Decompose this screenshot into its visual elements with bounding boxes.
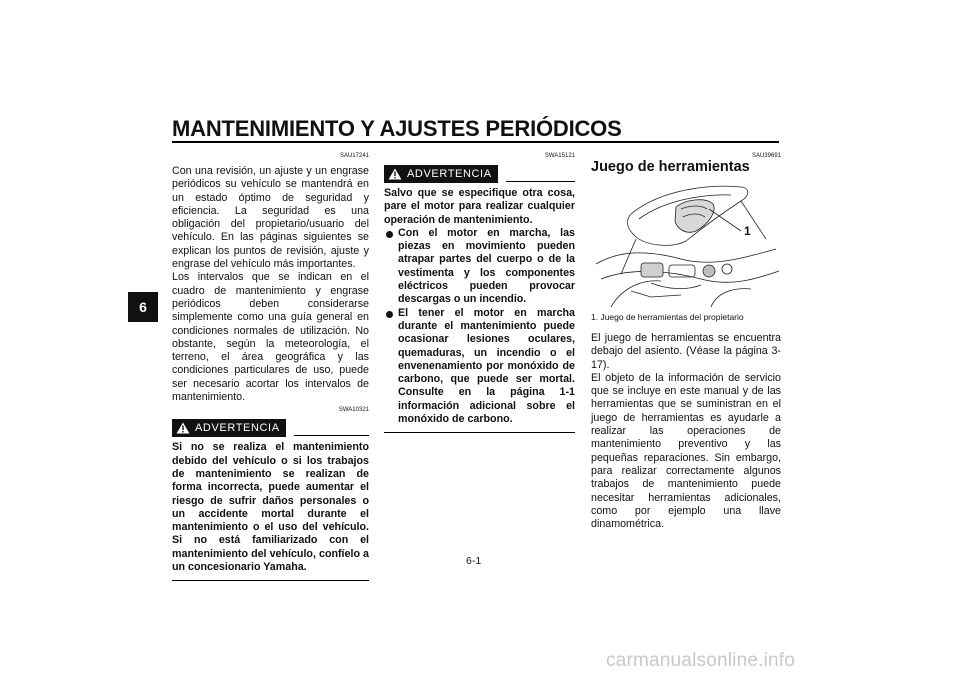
warning-label: ADVERTENCIA	[195, 422, 280, 435]
list-item: El tener el motor en marcha durante el mantenimiento puede ocasionar lesiones oculares, quemaduras, un incendio o el envenenamiento por monóxido de carbono, que puede ser mortal. Consulte en la página 1-1 información adicional sobre el monóxido de carbono.	[384, 307, 575, 427]
warning-triangle-icon	[176, 422, 190, 434]
watermark: carmanualsonline.info	[606, 650, 796, 671]
warning-text: Si no se realiza el mantenimiento debido del vehículo o si los trabajos de mantenimiento se realizan de forma incorrecta, puede aumentar el riesgo de sufrir daños personales o un accidente mortal durante el mantenimiento o el uso del vehículo. Si no está familiarizado con el mantenimiento del vehículo, confíelo a un concesionario Yamaha.	[172, 441, 369, 574]
warning-badge	[172, 419, 286, 437]
intervals-paragraph: Los intervalos que se indican en el cuadro de mantenimiento y engrase periódicos deben considerarse simplemente como una guía general en condiciones normales de utilización. No obstante, según la meteorología, el terreno, el área geográfica y las condiciones particulares de uso, puede ser necesario acortar los intervalos de mantenimiento.	[172, 271, 369, 404]
warning-header	[384, 165, 575, 183]
toolkit-purpose-paragraph: El objeto de la información de servicio que se incluye en este manual y de las herramientas que se suministran en el juego de herramientas es ayudarle a realizar las operaciones de mantenimiento preventivo y las pequeñas reparaciones. Sin embargo, para realizar correctamente algunos trabajos de mantenimiento puede necesitar herramientas adicionales, como por ejemplo una llave dinamométrica.	[591, 371, 781, 531]
page-number: 6-1	[466, 555, 482, 567]
warning-intro: Salvo que se especifique otra cosa, pare el motor para realizar cualquier operación de mantenimiento.	[384, 187, 575, 226]
column-3	[591, 150, 781, 531]
figure-caption: 1. Juego de herramientas del propietario	[591, 312, 744, 322]
section-heading: Juego de herramientas	[591, 159, 750, 175]
figure-callout: 1	[744, 224, 751, 238]
warning-end-rule	[172, 580, 369, 581]
section-code: SAU17241	[339, 153, 369, 159]
chapter-tab: 6	[128, 292, 158, 322]
warning-bullet-list	[384, 227, 575, 426]
intro-paragraph: Con una revisión, un ajuste y un engrase periódicos su vehículo se mantendrá en un estado óptimo de seguridad y eficiencia. La seguridad es una obligación del propietario/usuario del vehículo. En las páginas siguientes se explican los puntos de revisión, ajuste y engrase del vehículo más importantes.	[172, 165, 369, 271]
warning-label: ADVERTENCIA	[407, 168, 492, 180]
column-2	[384, 150, 575, 433]
list-item: Con el motor en marcha, las piezas en movimiento pueden atrapar partes del cuerpo o de la vestimenta y los componentes eléctricos pueden provocar descargas o un incendio.	[384, 227, 575, 307]
bullet-icon	[386, 231, 393, 238]
toolkit-location-paragraph: El juego de herramientas se encuentra debajo del asiento. (Véase la página 3-17).	[591, 332, 781, 371]
warning-code: SWA15121	[544, 153, 575, 159]
section-code: SAU39691	[751, 153, 781, 159]
warning-header	[172, 419, 369, 437]
warning-triangle-icon	[388, 168, 402, 180]
warning-code: SWA10321	[338, 407, 369, 414]
title-rule	[172, 141, 779, 143]
column-1	[172, 150, 369, 581]
bullet-icon	[386, 311, 393, 318]
page-title: MANTENIMIENTO Y AJUSTES PERIÓDICOS	[172, 116, 622, 141]
toolkit-illustration	[591, 179, 781, 309]
warning-end-rule	[384, 432, 575, 433]
warning-badge	[384, 165, 498, 183]
